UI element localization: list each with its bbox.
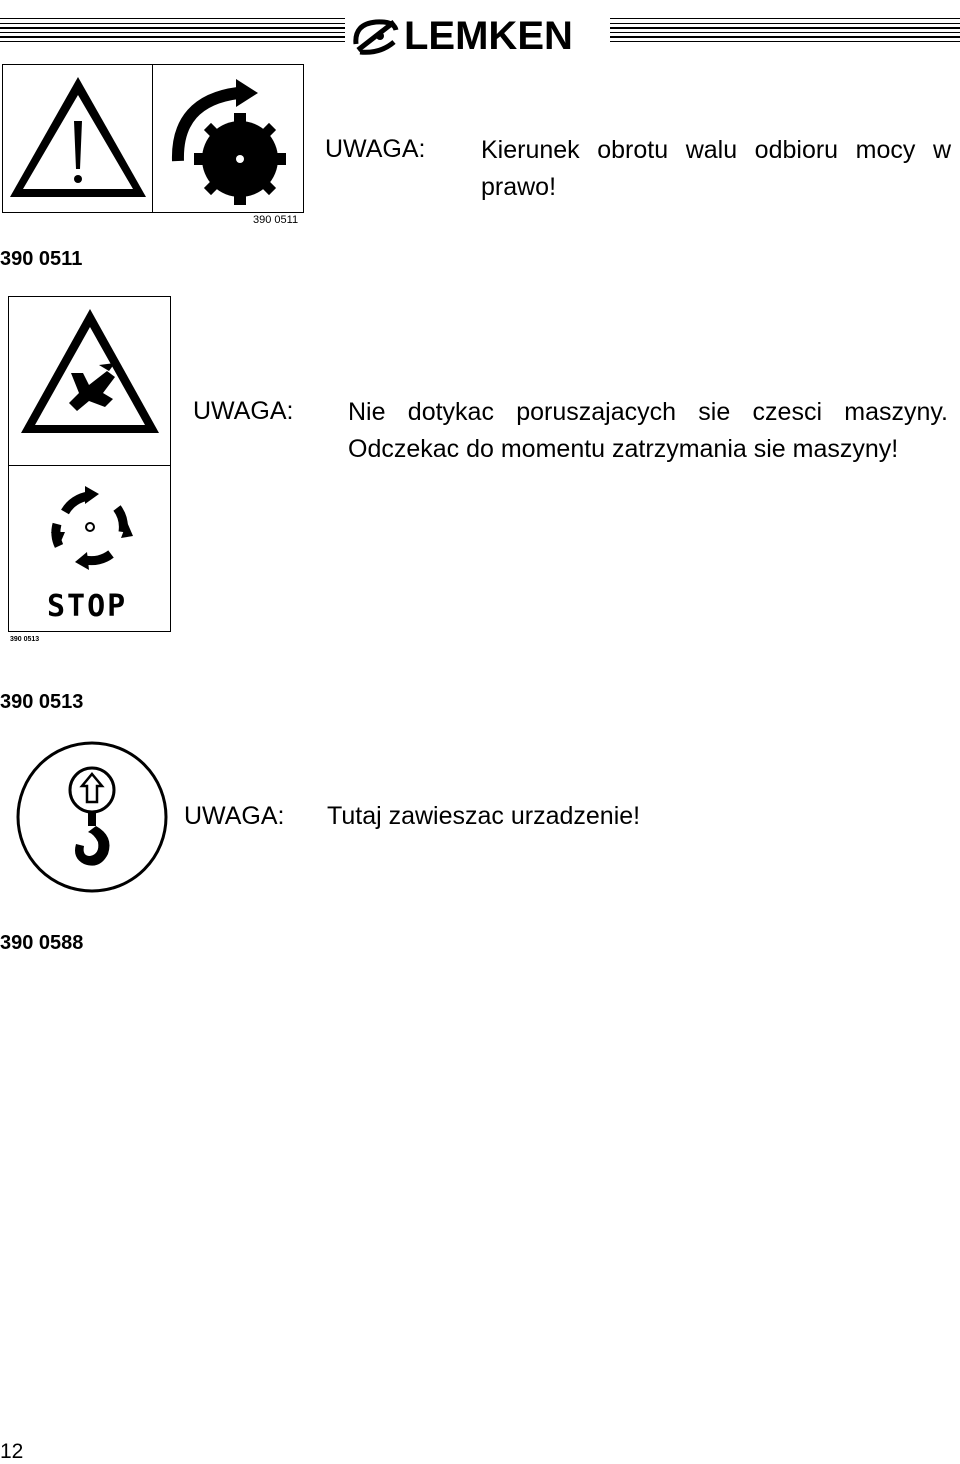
logo-text: LEMKEN	[404, 14, 573, 58]
uwaga-label: UWAGA:	[325, 135, 426, 163]
header-rule-right	[610, 18, 960, 52]
page-number: 12	[0, 1440, 24, 1463]
rotation-direction-icon	[158, 71, 303, 214]
header-rule-left	[0, 18, 345, 52]
stop-label: STOP	[47, 589, 128, 624]
part-number: 390 0511	[0, 248, 83, 270]
hand-crush-warning-icon	[19, 307, 161, 442]
text-line: Nie dotykac poruszajacych sie czesci maszyny.	[348, 398, 948, 426]
decal-390-0513	[8, 296, 171, 632]
part-number: 390 0588	[0, 932, 84, 954]
lifting-hook-icon	[14, 740, 170, 899]
uwaga-label: UWAGA:	[193, 397, 294, 425]
warning-triangle-icon	[6, 73, 150, 206]
rotating-parts-icon	[45, 482, 135, 577]
text-line: Tutaj zawieszac urzadzenie!	[327, 802, 641, 830]
section-text	[327, 798, 640, 835]
decal-390-0511	[2, 64, 304, 213]
text-line: Odczekac do momentu zatrzymania sie maszyny!	[348, 435, 899, 463]
decal-code: 390 0513	[10, 636, 40, 643]
decal-code: 390 0511	[253, 214, 299, 226]
section-text	[481, 132, 951, 206]
text-line: Kierunek obrotu walu odbioru mocy w	[481, 136, 951, 164]
part-number: 390 0513	[0, 691, 84, 713]
section-text	[348, 394, 948, 468]
text-line: prawo!	[481, 173, 557, 201]
uwaga-label: UWAGA:	[184, 802, 285, 830]
lemken-logo-icon	[350, 14, 402, 58]
